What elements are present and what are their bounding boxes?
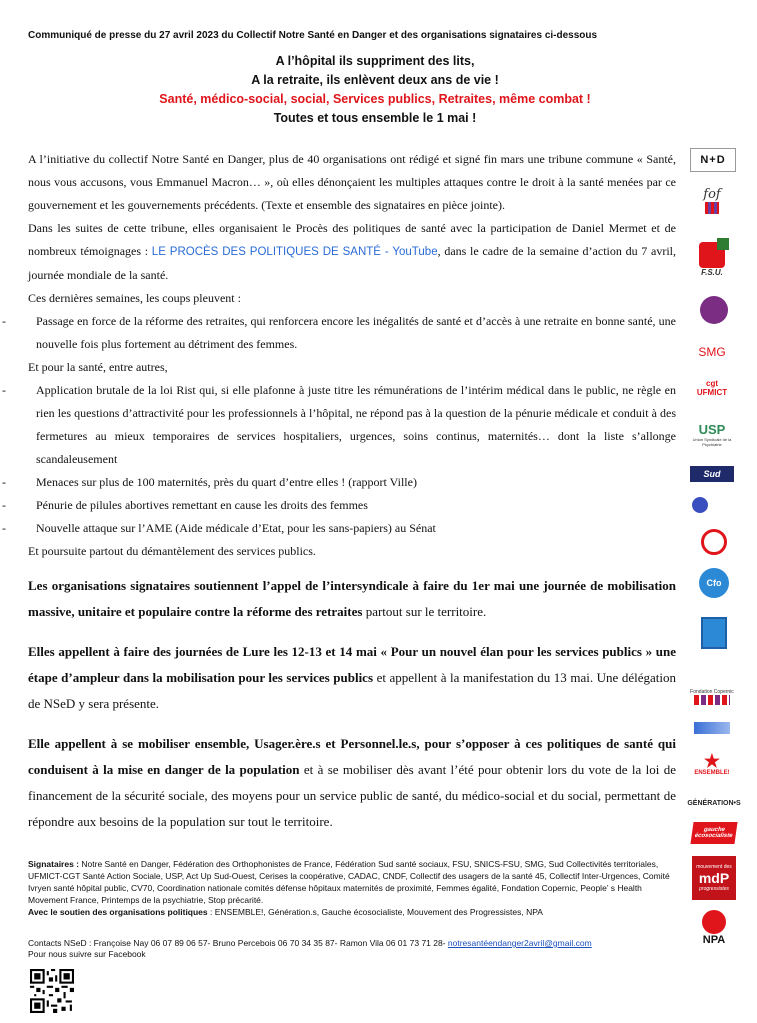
- youtube-link[interactable]: LE PROCÈS DES POLITIQUES DE SANTÉ - YouTube: [151, 246, 438, 258]
- logo-copernic: [690, 686, 734, 708]
- logo-phm: [690, 720, 734, 736]
- logo-npa-text: NPA: [702, 934, 726, 946]
- logo-sud-purple: [692, 292, 736, 328]
- signataires-label: Signataires :: [28, 859, 80, 869]
- logo-ensemble-star: ★: [703, 751, 721, 771]
- logo-femmes-egalite-mark: [701, 617, 727, 649]
- logo-usp: [690, 418, 734, 450]
- contacts-block: [28, 938, 688, 960]
- signataires-block: [28, 858, 676, 918]
- paragraph-services-publics: Et poursuite partout du démantèlement des services publics.: [28, 544, 316, 558]
- paragraph-coups: Ces dernières semaines, les coups pleuvent :: [28, 291, 241, 305]
- paragraph-lure: [28, 639, 676, 717]
- logo-cadac: [690, 494, 734, 516]
- email-link[interactable]: notresantéendanger2avril@gmail.com: [447, 938, 592, 948]
- logo-fof-mark: [705, 202, 719, 214]
- logo-copernic-bars: [694, 695, 730, 705]
- logo-ensemble-text: ENSEMBLE!: [694, 770, 730, 776]
- headline-line-1: A l’hôpital ils suppriment des lits,: [275, 54, 475, 68]
- facebook-qr-code[interactable]: [30, 968, 74, 1014]
- headline-line-4: Toutes et tous ensemble le 1 mai !: [273, 111, 477, 125]
- paragraph-proces-text: Dans les suites de cette tribune, elles organisaient le Procès des politiques de santé avec la participation de Daniel Mermet et de nombreux témoignages :: [28, 221, 676, 258]
- paragraph-mobilisation-bold: Elle appellent à se mobiliser ensemble, Usager.ère.s et Personnel.le.s, pour s’opposer à ces politiques de santé qui conduisent à la mise en danger de la population: [28, 736, 676, 777]
- logo-cfo-text: Cfo: [699, 568, 729, 598]
- signataires-list: Notre Santé en Danger, Fédération des Orthophonistes de France, Fédération Sud santé sociaux, FSU, SNICS-FSU, SMG, Sud Collectivités territoriales, UFMICT-CGT Santé Action Sociale, USP, Act Up Sud-Ouest, Cerises la coopérative, CADAC, CNDF, Collectif des usagers de la santé 45, Collectif Inter-Urgences, Comité Ivryen santé hôpital public, CV70, Coordination nationale comités défense hôpitaux maternités de proximité, Femmes égalité, Fondation Copernic, People’ s Health Movement France, Printemps de la psychiatrie, Stop précarité.: [28, 859, 670, 905]
- logo-cadac-mark: [692, 497, 708, 513]
- paragraph-mobilisation: [28, 731, 676, 835]
- logo-mdp: [692, 856, 736, 900]
- logo-fsu-text: F.S.U.: [701, 267, 723, 277]
- contacts-text: Contacts NSeD : Françoise Nay 06 07 89 06 57- Bruno Percebois 06 70 34 35 87- Ramon Vila 06 01 73 71 28-: [28, 938, 448, 948]
- logo-mdp-text: mdP: [698, 870, 730, 886]
- logo-fof-text: fof: [703, 186, 721, 202]
- headline-line-2: A la retraite, ils enlèvent deux ans de vie !: [251, 73, 499, 87]
- paragraph-lure-rest: et appellent à la manifestation du 13 mai. Une délégation de NSeD y sera présente.: [28, 670, 677, 711]
- logo-nsd: N+D: [690, 148, 736, 172]
- logo-gauche-ecosocialiste: gauche écosocialiste: [690, 822, 737, 844]
- logo-smg: SMG: [698, 345, 726, 359]
- bullet-pilules: - Pénurie de pilules abortives remettant en cause les droits des femmes: [28, 494, 676, 517]
- logo-fsu-mark: [699, 242, 725, 268]
- paragraph-proces-text-end: , dans le cadre de la semaine d’action du 7 avril, journée mondiale de la santé.: [28, 244, 677, 282]
- paragraph-sante: Et pour la santé, entre autres,: [28, 360, 168, 374]
- logo-cgt: cgt UFMICT: [696, 379, 728, 397]
- logo-sud-collectivites: Sud: [690, 466, 734, 482]
- logo-npa-mark: [702, 910, 726, 934]
- paragraph-1er-mai: [28, 573, 676, 625]
- logo-usp-sub: Union Syndicale de la Psychiatrie: [692, 436, 732, 447]
- paragraph-mobilisation-rest: et à se mobiliser dès avant l’été pour obtenir lors du vote de la loi de financement de la sécurité sociale, des moyens pour un service public de santé, du médico-social et du social, permettant de répondre aux besoins de la population sur tout le territoire.: [28, 762, 676, 829]
- bullet-maternites: - Menaces sur plus de 100 maternités, près du quart d’entre elles ! (rapport Ville): [28, 471, 676, 494]
- logo-fsu: [690, 238, 734, 280]
- bullet-retraites: - Passage en force de la réforme des retraites, qui renforcera encore les inégalités de santé et d’accès à une retraite en bonne santé, une nouvelle fois plus fortement au détriment des femmes.: [28, 310, 676, 356]
- soutien-label: Avec le soutien des organisations politiques: [28, 907, 208, 917]
- logo-copernic-text: Fondation Copernic: [690, 689, 734, 695]
- logo-cndf: [692, 528, 736, 556]
- paragraph-1er-mai-bold: Les organisations signataires soutiennent l’appel de l’intersyndicale à faire du 1er mai une journée de mobilisation massive, unitaire et populaire contre la réforme des retraites: [28, 578, 676, 619]
- logo-cndf-mark: [701, 529, 727, 555]
- logo-ensemble: [690, 748, 734, 780]
- logo-mdp-bottom: progressistes: [699, 886, 729, 892]
- headline-line-3: Santé, médico-social, social, Services publics, Retraites, même combat !: [159, 92, 591, 106]
- logo-npa: [692, 908, 736, 948]
- logo-femmes-egalite: [692, 616, 736, 650]
- logo-mdp-top: mouvement des: [696, 864, 732, 870]
- paragraph-proces: [28, 217, 676, 287]
- logo-fof: [690, 180, 734, 220]
- logo-usp-text: USP: [698, 421, 726, 437]
- bullet-ame: - Nouvelle attaque sur l’AME (Aide médicale d’Etat, pour les sans-papiers) au Sénat: [28, 517, 676, 540]
- paragraph-intro: A l’initiative du collectif Notre Santé en Danger, plus de 40 organisations ont rédigé et signé fin mars une tribune commune « Santé, nous vous accusons, vous Emmanuel Macron… », où elles dénonçaient les multiples attaques contre le droit à la santé menées par ce gouvernement et les gouvernements précédents. (Texte et ensemble des signataires en pièce jointe).: [28, 152, 676, 212]
- paragraph-lure-bold: Elles appellent à faire des journées de Lure les 12-13 et 14 mai « Pour un nouvel élan pour les services publics » une étape d’ampleur dans la mobilisation pour les services publics: [28, 644, 676, 685]
- logo-cfo: [692, 568, 736, 598]
- logo-sud-purple-mark: [700, 296, 728, 324]
- bullet-loi-rist: - Application brutale de la loi Rist qui, si elle plafonne à juste titre les rémunérations de l’intérim médical dans le public, ne règle en rien les questions d’attractivité pour les professionnels à l’hôpital, ne répond pas à la question de la pénurie médicale et conduit à des fermetures au mieux temporaires de services hospitaliers, urgences, soins continus, maternités… dont la liste s’allonge scandaleusement: [28, 379, 676, 471]
- logo-phm-mark: [694, 722, 730, 734]
- facebook-text: Pour nous suivre sur Facebook: [28, 949, 146, 959]
- body-text: [28, 148, 676, 835]
- logo-generations: GÉNÉRATION•S: [687, 799, 741, 807]
- press-release-header: Communiqué de presse du 27 avril 2023 du Collectif Notre Santé en Danger et des organisations signataires ci-dessous: [28, 30, 598, 41]
- paragraph-1er-mai-rest: partout sur le territoire.: [362, 604, 487, 619]
- soutien-list: : ENSEMBLE!, Génération.s, Gauche écosocialiste, Mouvement des Progressistes, NPA: [207, 907, 543, 917]
